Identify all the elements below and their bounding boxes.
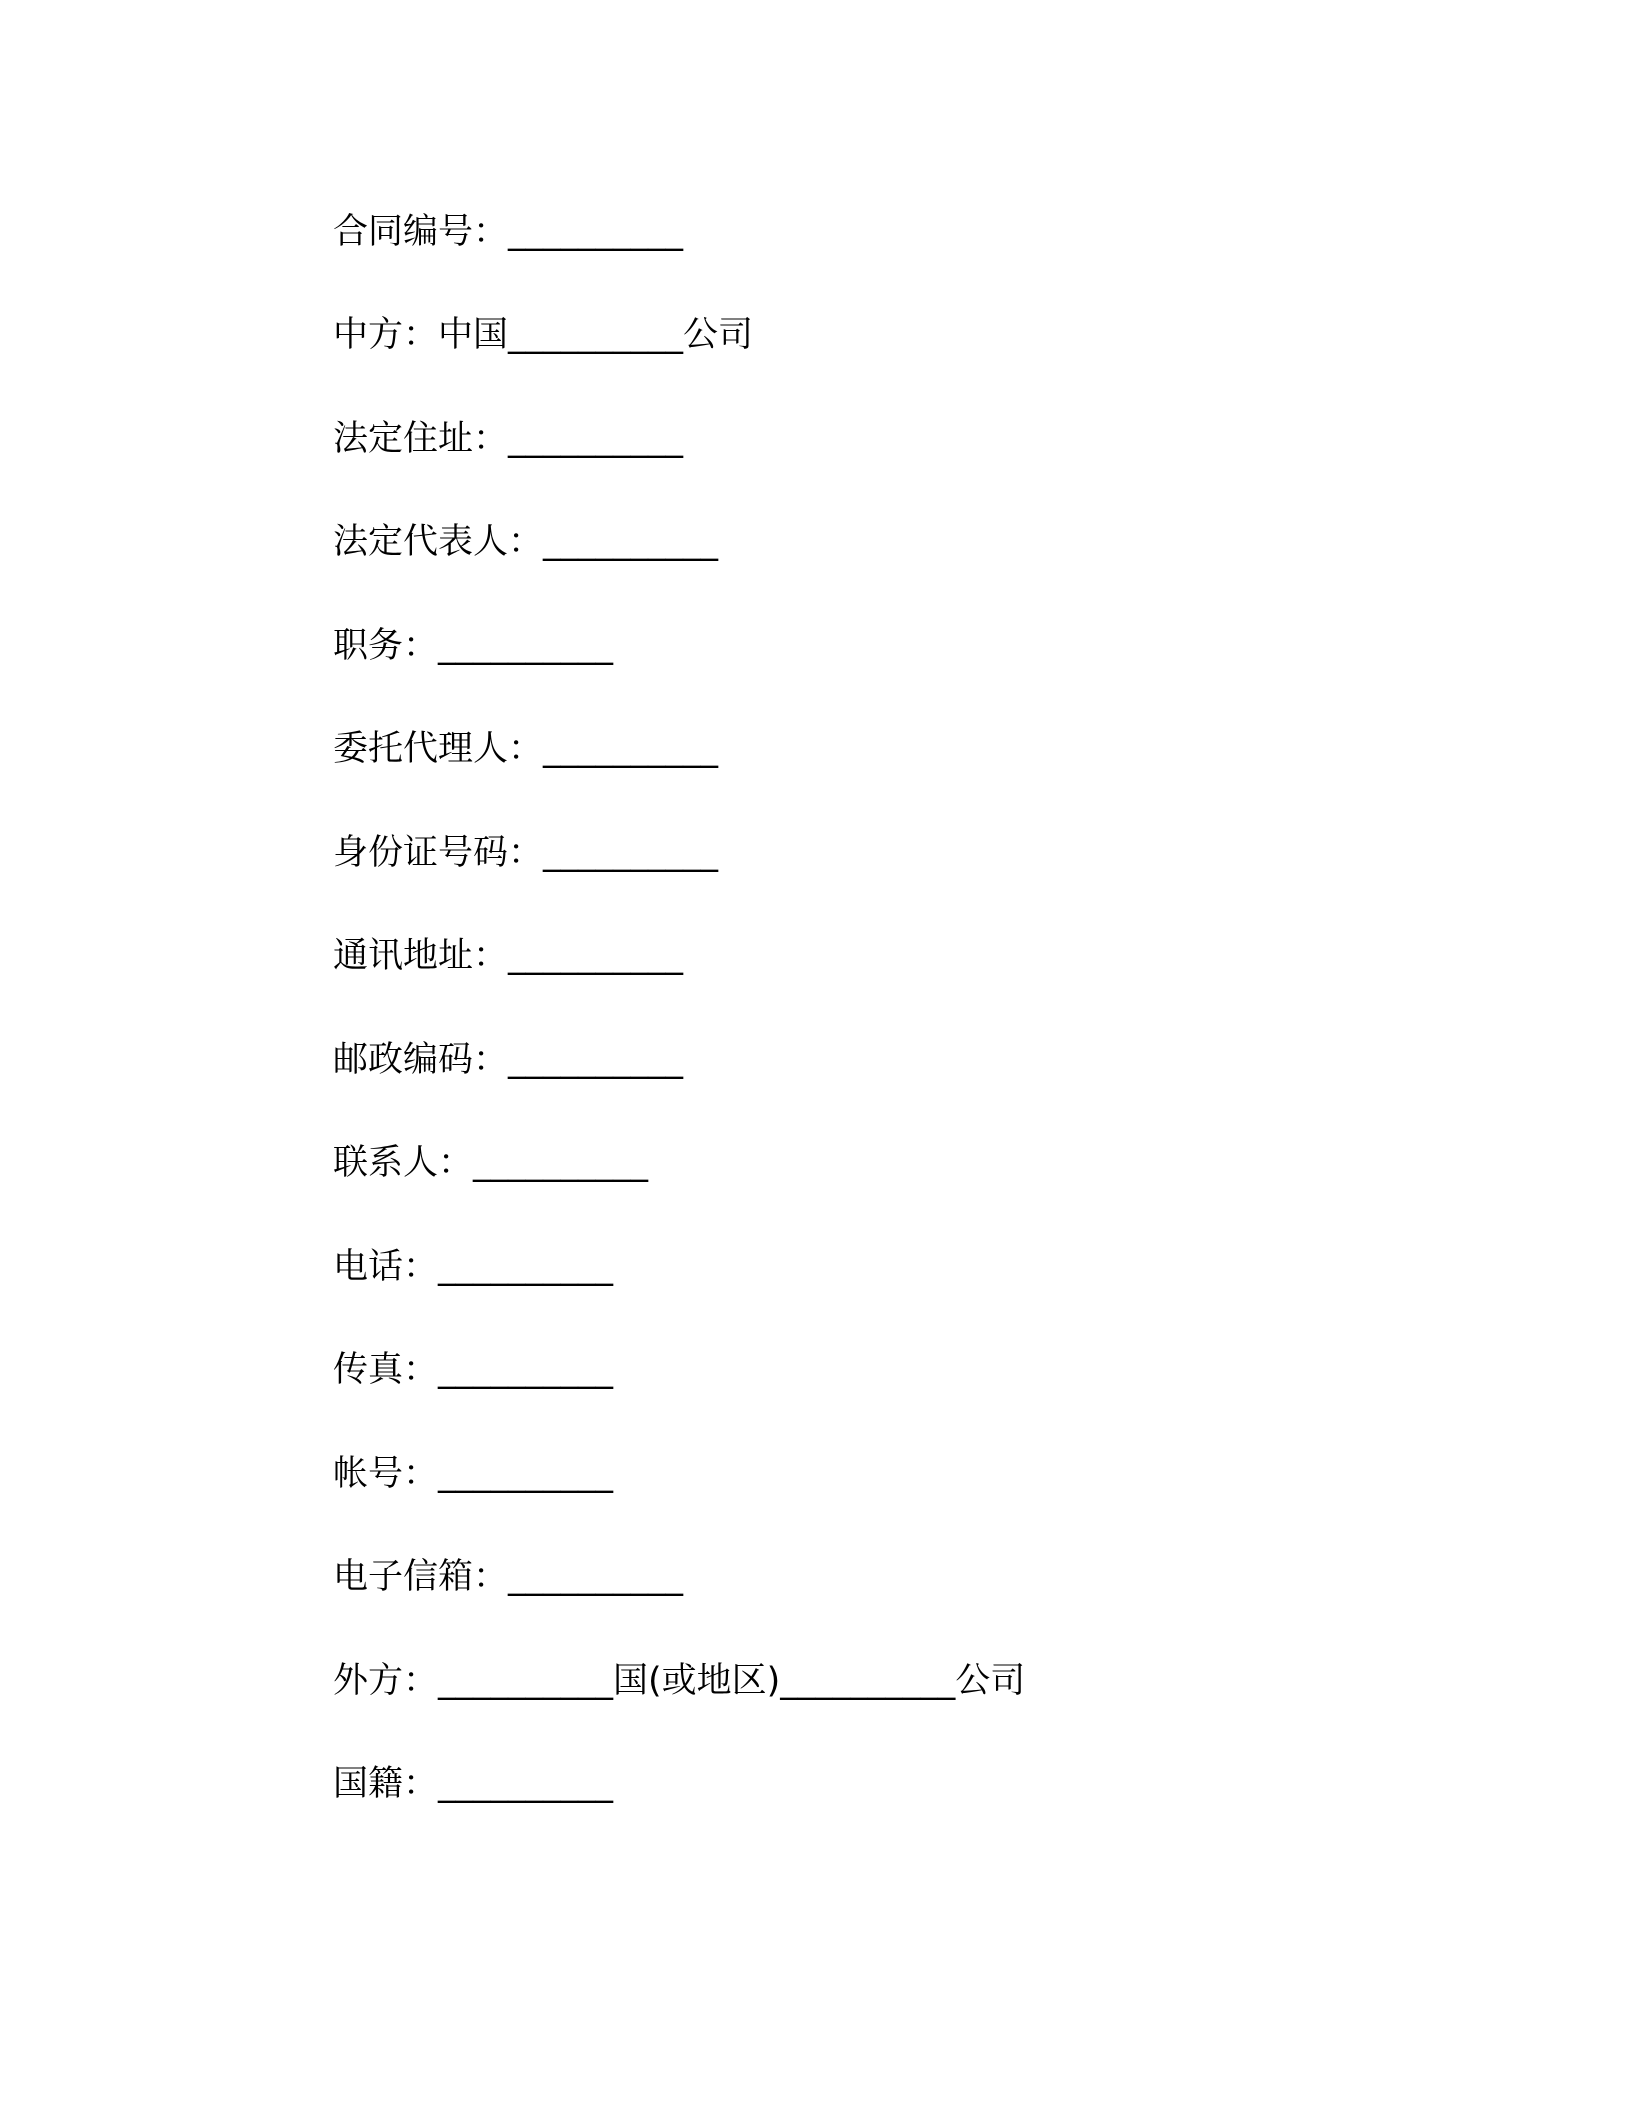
field-id-number xyxy=(333,801,1533,905)
field-text: 身份证号码：__________ xyxy=(333,832,719,873)
field-text: 通讯地址：__________ xyxy=(333,936,684,977)
field-text: 传真：__________ xyxy=(333,1350,614,1391)
field-text: 委托代理人：__________ xyxy=(333,729,719,770)
field-text: 帐号：__________ xyxy=(333,1453,614,1494)
field-legal-representative xyxy=(333,491,1533,595)
field-mailing-address xyxy=(333,905,1533,1009)
contract-party-fields xyxy=(333,180,1533,1836)
field-text: 法定住址：__________ xyxy=(333,418,684,459)
field-fax xyxy=(333,1319,1533,1423)
field-text: 邮政编码：__________ xyxy=(333,1039,684,1080)
field-account-number xyxy=(333,1422,1533,1526)
field-text: 电话：__________ xyxy=(333,1246,614,1287)
field-text: 法定代表人：__________ xyxy=(333,522,719,563)
field-legal-address xyxy=(333,387,1533,491)
field-contact-person xyxy=(333,1112,1533,1216)
field-text: 联系人：__________ xyxy=(333,1143,649,1184)
field-foreign-party xyxy=(333,1629,1533,1733)
field-contract-number xyxy=(333,180,1533,284)
field-postal-code xyxy=(333,1008,1533,1112)
field-position xyxy=(333,594,1533,698)
field-text: 电子信箱：__________ xyxy=(333,1557,684,1598)
field-email xyxy=(333,1526,1533,1630)
field-text: 职务：__________ xyxy=(333,625,614,666)
field-text: 外方：__________国(或地区)__________公司 xyxy=(333,1660,1026,1701)
field-chinese-party xyxy=(333,284,1533,388)
field-text: 中方：中国__________公司 xyxy=(333,315,754,356)
field-text: 国籍：__________ xyxy=(333,1764,614,1805)
field-nationality xyxy=(333,1733,1533,1837)
field-text: 合同编号：__________ xyxy=(333,211,684,252)
field-phone xyxy=(333,1215,1533,1319)
field-authorized-agent xyxy=(333,698,1533,802)
